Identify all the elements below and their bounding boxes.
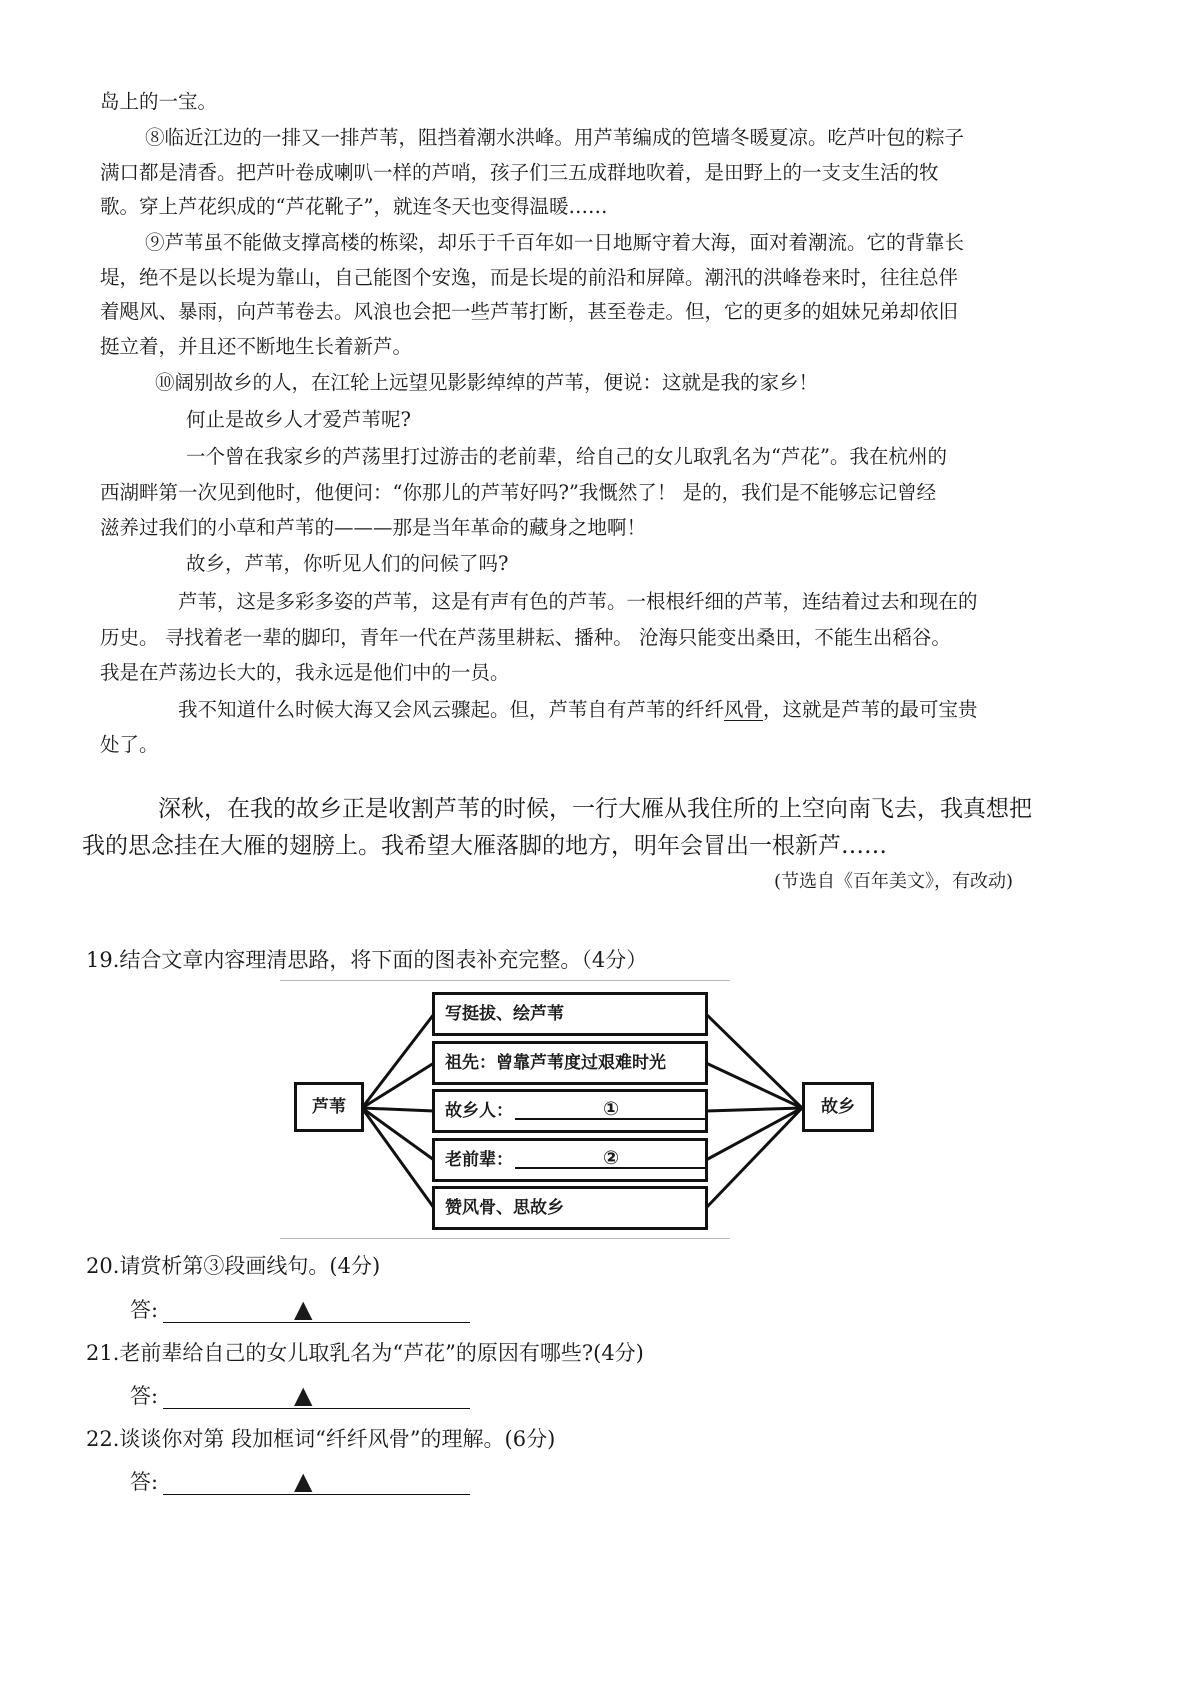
passage-line: 我的思念挂在大雁的翅膀上。我希望大雁落脚的地方，明年会冒出一根新芦…… [82,833,887,859]
box-label: 故乡人： [445,1100,513,1121]
answer-line-21[interactable] [163,1408,470,1409]
passage-text: 我不知道什么时候大海又会风云骤起。但，芦苇自有芦苇的纤纤 [178,698,725,721]
passage-line [178,700,978,720]
node-reeds-label: 芦苇 [312,1096,346,1117]
passage-line: 一个曾在我家乡的芦荡里打过游击的老前辈，给自己的女儿取乳名为“芦花”。我在杭州的 [186,445,947,468]
passage-line: 挺立着，并且还不断地生长着新芦。 [100,335,413,358]
passage-line: ⑧临近江边的一排又一排芦苇，阻挡着潮水洪峰。用芦苇编成的笆墙冬暖夏凉。吃芦叶包的粽子 [145,126,965,149]
passage-line: 历史。 寻找着老一辈的脚印，青年一代在芦荡里耕耘、播种。 沧海只能变出桑田，不能生出稻谷。 [100,626,951,649]
passage-line: 滋养过我们的小草和芦苇的———那是当年革命的藏身之地啊！ [100,516,647,539]
node-reeds [294,1082,364,1132]
passage-line: 处了。 [100,733,159,756]
diagram-box-4 [432,1138,708,1182]
passage-line: 芦苇，这是多彩多姿的芦苇，这是有声有色的芦苇。一根根纤细的芦苇，连结着过去和现在的 [178,590,978,613]
node-hometown [802,1082,874,1132]
passage-line: 着飓风、暴雨，向芦苇卷去。风浪也会把一些芦苇打断，甚至卷走。但，它的更多的姐妹兄弟却依旧 [100,300,959,323]
answer-label: 答: [130,1384,159,1408]
blank-marker: ② [603,1147,620,1169]
passage-line: 西湖畔第一次见到他时，他便问：“你那儿的芦苇好吗?”我慨然了！ 是的，我们是不能够忘记曾经 [100,481,937,504]
structure-diagram [270,978,890,1240]
question-20: 20.请赏析第③段画线句。(4分) [86,1254,381,1278]
passage-line: 何止是故乡人才爱芦苇呢? [186,408,411,431]
passage-line: 我是在芦荡边长大的，我永远是他们中的一员。 [100,661,510,684]
box-label: 祖先：曾靠芦苇度过艰难时光 [445,1052,666,1073]
answer-marker: ▲ [294,1467,313,1495]
passage-line: 深秋，在我的故乡正是收割芦苇的时候，一行大雁从我住所的上空向南飞去，我真想把 [158,796,1032,822]
passage-line: 故乡，芦苇，你听见人们的问候了吗? [186,552,509,575]
answer-line-20[interactable] [163,1322,470,1323]
underlined-word: 风骨 [724,698,764,721]
diagram-box-2 [432,1041,708,1085]
node-hometown-label: 故乡 [821,1096,855,1117]
answer-label: 答: [130,1470,159,1494]
diagram-box-1 [432,992,708,1036]
passage-line: 堤，绝不是以长堤为靠山，自己能图个安逸，而是长堤的前沿和屏障。潮汛的洪峰卷来时，往往总伴 [100,266,959,289]
passage-line: ⑩阔别故乡的人，在江轮上远望见影影绰绰的芦苇，便说：这就是我的家乡！ [155,371,819,394]
fill-blank-1[interactable] [515,1098,705,1120]
answer-label: 答: [130,1298,159,1322]
diagram-box-5 [432,1186,708,1230]
box-label: 老前辈： [445,1149,513,1170]
passage-line: ⑨芦苇虽不能做支撑高楼的栋梁，却乐于千百年如一日地厮守着大海，面对着潮流。它的背靠长 [145,231,965,254]
source-citation: (节选自《百年美文》，有改动) [774,871,1014,892]
question-19: 19.结合文章内容理清思路，将下面的图表补充完整。（4分） [86,948,648,972]
diagram-box-3 [432,1089,708,1133]
box-label: 赞风骨、思故乡 [445,1197,564,1218]
passage-line: 歌。穿上芦花织成的“芦花靴子”，就连冬天也变得温暖…… [100,195,608,218]
question-21: 21.老前辈给自己的女儿取乳名为“芦花”的原因有哪些?(4分) [86,1341,644,1365]
answer-marker: ▲ [294,1295,313,1323]
fill-blank-2[interactable] [515,1147,705,1169]
answer-marker: ▲ [294,1381,313,1409]
answer-line-22[interactable] [163,1494,470,1495]
blank-marker: ① [603,1098,620,1120]
passage-text: ，这就是芦苇的最可宝贵 [763,698,978,721]
passage-line: 岛上的一宝。 [100,90,218,113]
box-label: 写挺拔、绘芦苇 [445,1003,564,1024]
passage-line: 满口都是清香。把芦叶卷成喇叭一样的芦哨，孩子们三五成群地吹着，是田野上的一支支生活的牧 [100,161,939,184]
question-22: 22.谈谈你对第 段加框词“纤纤风骨”的理解。(6分) [86,1427,556,1451]
